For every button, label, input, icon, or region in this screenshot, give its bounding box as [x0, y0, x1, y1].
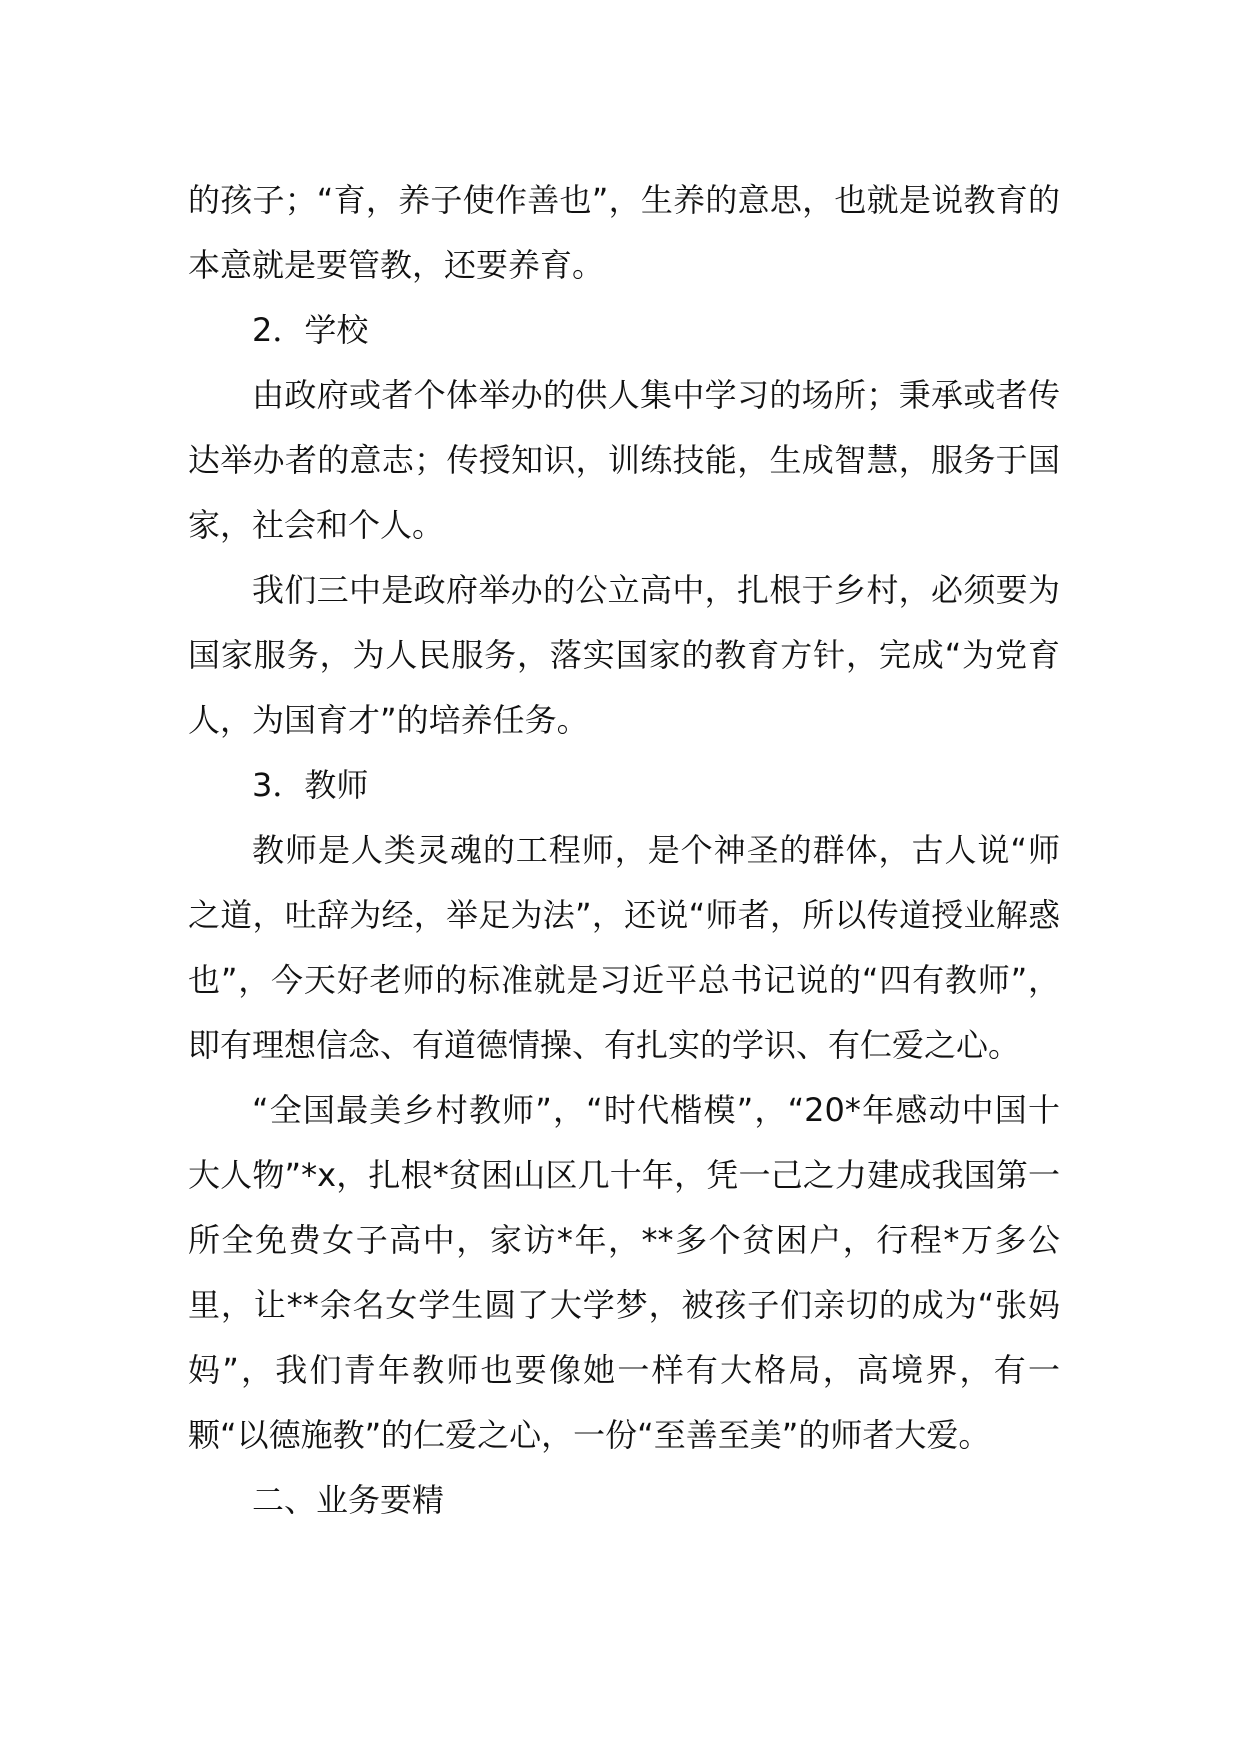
paragraph-teacher-definition: 教师是人类灵魂的工程师，是个神圣的群体，古人说“师之道，吐辞为经，举足为法”，还说“师者，所以传道授业解惑也”，今天好老师的标准就是习近平总书记说的“四有教师”，即有理想信念、有道德情操、有扎实的学识、有仁爱之心。	[188, 831, 1060, 1064]
paragraph-school-definition: 由政府或者个体举办的供人集中学习的场所；秉承或者传达举办者的意志；传授知识，训练技能，生成智慧，服务于国家，社会和个人。	[188, 376, 1060, 544]
paragraph-our-school: 我们三中是政府举办的公立高中，扎根于乡村，必须要为国家服务，为人民服务，落实国家的教育方针，完成“为党育人，为国育才”的培养任务。	[188, 571, 1060, 739]
section-heading-school: 2．学校	[252, 311, 369, 349]
section-heading-teacher: 3．教师	[252, 766, 369, 804]
section-heading-professional: 二、业务要精	[252, 1481, 445, 1519]
document-body	[188, 168, 1060, 1533]
paragraph-continuation: 的孩子；“育，养子使作善也”，生养的意思，也就是说教育的本意就是要管教，还要养育。	[188, 181, 1060, 284]
paragraph-model-teacher: “全国最美乡村教师”，“时代楷模”，“20*年感动中国十大人物”*x，扎根*贫困山区几十年，凭一己之力建成我国第一所全免费女子高中，家访*年，**多个贫困户，行程*万多公里，让**余名女学生圆了大学梦，被孩子们亲切的成为“张妈妈”，我们青年教师也要像她一样有大格局，高境界，有一颗“以德施教”的仁爱之心，一份“至善至美”的师者大爱。	[188, 1091, 1060, 1454]
